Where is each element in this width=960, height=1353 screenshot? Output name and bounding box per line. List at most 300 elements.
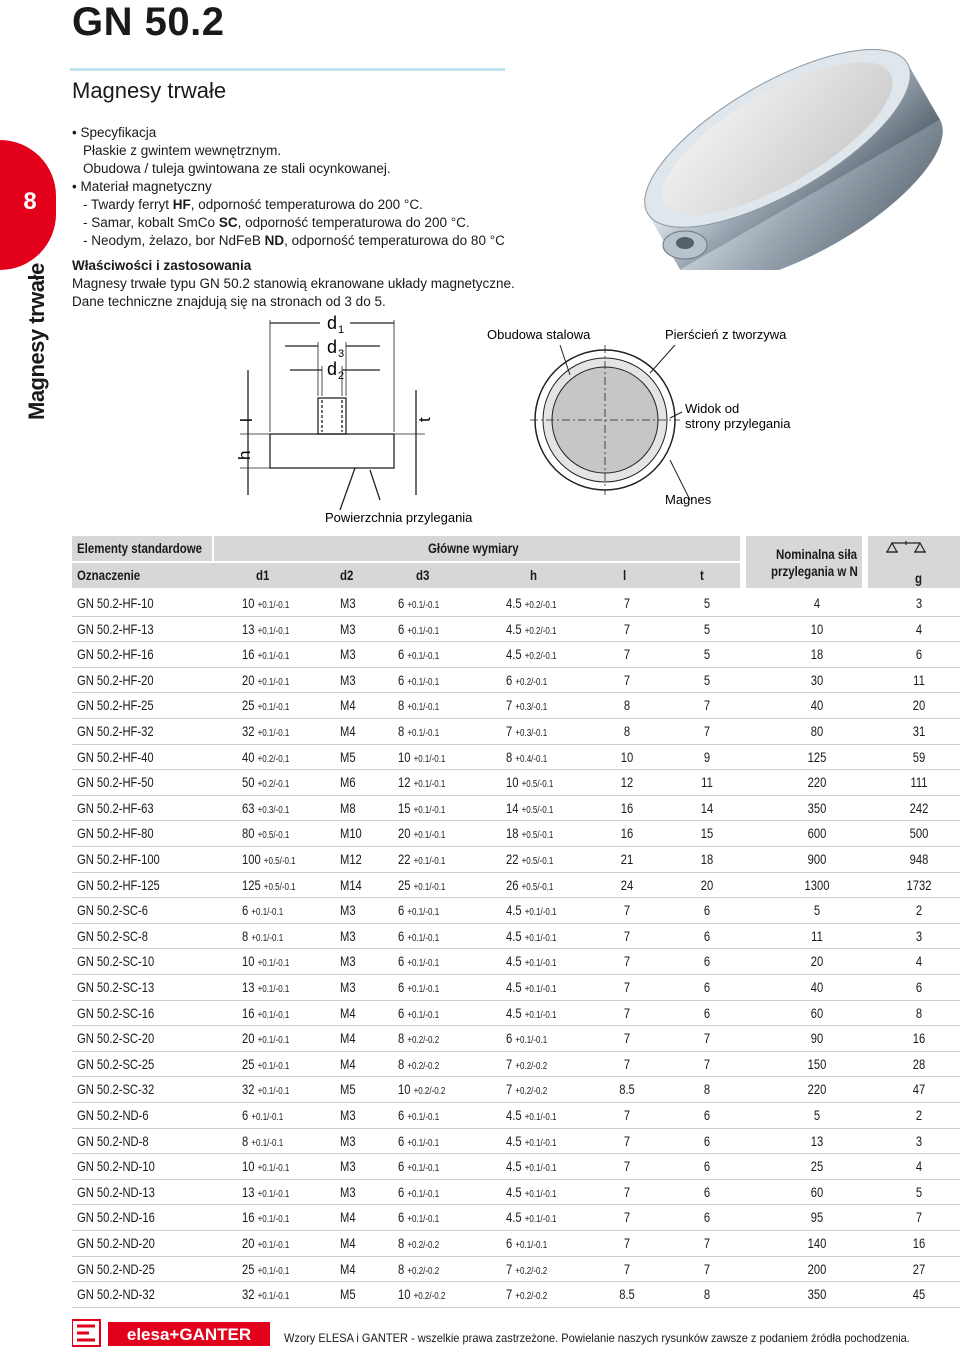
cell-t: 6 <box>703 979 711 995</box>
cell-d1 <box>242 774 289 790</box>
cell-t: 6 <box>703 1107 711 1123</box>
product-subtitle: Magnesy trwałe <box>72 78 227 103</box>
col-d2: d2 <box>340 567 354 583</box>
side-category-label: Magnesy trwałe <box>24 263 49 420</box>
cell-force: 600 <box>807 825 827 842</box>
cell-d2: M4 <box>340 723 356 739</box>
cell-force: 350 <box>807 1286 827 1303</box>
cell-d1 <box>242 851 296 867</box>
cell-d1 <box>242 646 289 662</box>
col-t: t <box>700 567 704 583</box>
cell-d1-value: 32 <box>242 1286 255 1303</box>
cell-d3-value: 6 <box>398 902 405 919</box>
cell-weight: 111 <box>910 774 928 791</box>
cell-d1-tolerance: +0.1/-0.1 <box>257 1265 290 1277</box>
cell-d3 <box>398 1235 439 1251</box>
cell-d1-tolerance: +0.5/-0.1 <box>263 881 296 893</box>
cell-designation: GN 50.2-HF-13 <box>77 620 154 637</box>
cell-l: 7 <box>623 1107 631 1123</box>
cell-h <box>506 621 557 637</box>
cell-h-tolerance: +0.2/-0.1 <box>515 676 548 688</box>
cell-weight: 20 <box>912 697 926 714</box>
cell-d3-value: 6 <box>398 1004 405 1021</box>
cell-t: 7 <box>703 697 711 714</box>
cell-t: 20 <box>700 876 714 893</box>
cell-d2: M3 <box>340 979 356 995</box>
cell-designation: GN 50.2-HF-10 <box>77 595 154 611</box>
cell-designation: GN 50.2-ND-13 <box>77 1183 155 1200</box>
cell-t: 7 <box>703 1030 711 1047</box>
brand-logo <box>72 1318 272 1350</box>
cell-l: 16 <box>620 799 634 816</box>
cell-h-value: 7 <box>506 723 513 739</box>
table-row <box>72 1103 960 1129</box>
cell-t: 5 <box>703 595 711 611</box>
cell-d3-value: 6 <box>398 1158 405 1175</box>
dim-h: h <box>235 450 254 460</box>
cell-d2: M4 <box>340 1235 356 1251</box>
cell-d2: M4 <box>340 1030 356 1047</box>
cell-weight: 3 <box>915 595 923 611</box>
cell-h <box>506 902 557 918</box>
cell-d2: M3 <box>340 1132 356 1149</box>
cell-h-tolerance: +0.1/-0.1 <box>524 958 557 970</box>
cell-t: 6 <box>703 1183 711 1200</box>
cell-l: 7 <box>623 953 631 970</box>
product-code-title: GN 50.2 <box>72 0 225 44</box>
properties-heading: Właściwości i zastosowania <box>72 258 252 273</box>
cell-designation: GN 50.2-ND-10 <box>77 1158 155 1175</box>
cell-weight: 2 <box>915 902 923 919</box>
table-row <box>72 1026 960 1052</box>
cell-d3 <box>398 877 445 893</box>
cell-d1 <box>242 1081 289 1097</box>
cell-h-tolerance: +0.5/-0.1 <box>521 830 554 842</box>
cell-d1-value: 20 <box>242 671 255 688</box>
cell-d1-tolerance: +0.1/-0.1 <box>251 1112 284 1123</box>
cell-t: 9 <box>703 748 711 765</box>
cell-d3-value: 15 <box>398 799 411 816</box>
cell-d1 <box>242 1184 289 1200</box>
cell-d2: M3 <box>340 1183 356 1200</box>
cell-d2: M3 <box>340 595 356 611</box>
dim-d2: d <box>327 359 338 379</box>
cell-h-tolerance: +0.2/-0.1 <box>524 651 557 663</box>
cell-h-value: 14 <box>506 799 519 816</box>
cell-designation: GN 50.2-SC-25 <box>77 1055 155 1072</box>
cell-designation: GN 50.2-HF-32 <box>77 723 154 739</box>
label-view-side-2: strony przylegania <box>685 416 791 431</box>
cell-h-tolerance: +0.5/-0.1 <box>521 779 554 791</box>
cell-h-value: 22 <box>506 851 519 867</box>
cell-d1 <box>242 1133 283 1149</box>
cell-h-tolerance: +0.1/-0.1 <box>524 1214 557 1226</box>
cell-d1-tolerance: +0.2/-0.1 <box>257 753 290 765</box>
cell-d1-tolerance: +0.1/-0.1 <box>257 984 290 995</box>
cell-h <box>506 800 553 816</box>
cell-d1-tolerance: +0.1/-0.1 <box>257 600 290 611</box>
cell-h-value: 6 <box>506 1235 513 1251</box>
cell-d1-value: 32 <box>242 1081 255 1098</box>
cell-weight: 47 <box>912 1081 926 1098</box>
cell-d3 <box>398 1005 439 1021</box>
cell-d3-tolerance: +0.2/-0.2 <box>407 1035 440 1047</box>
cell-h-tolerance: +0.2/-0.2 <box>515 1060 548 1072</box>
cell-force: 900 <box>807 851 827 867</box>
cell-d3-tolerance: +0.1/-0.1 <box>407 1112 440 1123</box>
cell-h-tolerance: +0.1/-0.1 <box>515 1240 548 1251</box>
cell-d2: M3 <box>340 927 356 944</box>
cell-designation: GN 50.2-HF-63 <box>77 799 154 816</box>
cell-d3-tolerance: +0.1/-0.1 <box>407 728 440 739</box>
thread-boss-icon <box>663 231 707 259</box>
cell-d1-tolerance: +0.1/-0.1 <box>257 1060 290 1072</box>
cell-d1 <box>242 672 289 688</box>
cell-d1 <box>242 1107 283 1123</box>
cell-t: 6 <box>703 953 711 970</box>
cell-h <box>506 1030 547 1046</box>
cell-force: 20 <box>810 953 824 970</box>
cell-h-tolerance: +0.4/-0.1 <box>515 753 548 765</box>
cell-d3 <box>398 1209 439 1225</box>
cell-d1-tolerance: +0.1/-0.1 <box>257 1240 290 1251</box>
cell-h <box>506 1261 547 1277</box>
cell-d1 <box>242 1235 289 1251</box>
table-row <box>72 1257 960 1283</box>
cell-d1 <box>242 1261 289 1277</box>
cell-h <box>506 1133 557 1149</box>
cell-d3 <box>398 1261 439 1277</box>
col-force-line1: Nominalna siła <box>776 546 858 562</box>
cell-t: 14 <box>700 799 714 816</box>
cell-weight: 16 <box>912 1030 926 1047</box>
cell-force: 11 <box>811 927 823 944</box>
col-force-line2: przylegania w N <box>771 563 858 579</box>
cell-l: 10 <box>620 748 634 765</box>
cell-h-tolerance: +0.3/-0.1 <box>515 702 548 714</box>
cell-h-tolerance: +0.2/-0.1 <box>524 600 557 611</box>
cell-force: 1300 <box>804 876 830 893</box>
cell-d1-tolerance: +0.1/-0.1 <box>257 728 290 739</box>
cell-d2: M4 <box>340 1209 356 1226</box>
cell-h-value: 18 <box>506 825 519 842</box>
cell-l: 8 <box>623 723 631 739</box>
cell-h-value: 4.5 <box>506 646 522 663</box>
cell-d3 <box>398 1081 445 1097</box>
cell-d1-value: 125 <box>242 876 261 893</box>
cell-t: 5 <box>703 671 711 688</box>
cell-force: 40 <box>810 979 824 995</box>
col-weight-g: g <box>915 570 923 586</box>
cell-d3-tolerance: +0.2/-0.2 <box>407 1060 440 1072</box>
col-l: l <box>623 567 627 583</box>
cell-force: 40 <box>810 697 824 714</box>
cell-d3-value: 8 <box>398 1235 405 1251</box>
cell-d3 <box>398 825 445 841</box>
cell-designation: GN 50.2-HF-16 <box>77 646 154 663</box>
table-row <box>72 1001 960 1027</box>
cell-l: 7 <box>623 595 631 611</box>
cell-h <box>506 877 553 893</box>
cell-weight: 16 <box>912 1235 926 1251</box>
cell-d3-value: 6 <box>398 927 405 944</box>
cell-t: 6 <box>703 1209 711 1226</box>
cell-h-tolerance: +0.1/-0.1 <box>524 932 557 944</box>
cell-h-value: 4.5 <box>506 979 522 995</box>
cell-force: 13 <box>810 1132 824 1149</box>
table-row <box>72 898 960 924</box>
cell-l: 7 <box>623 671 631 688</box>
cell-l: 7 <box>623 1260 631 1277</box>
cell-d3 <box>398 928 439 944</box>
cell-d3-value: 6 <box>398 953 405 970</box>
cell-h-tolerance: +0.1/-0.1 <box>524 984 557 995</box>
col-d1: d1 <box>256 567 270 583</box>
table-row <box>72 1052 960 1078</box>
cell-d1-value: 32 <box>242 723 255 739</box>
cell-weight: 6 <box>915 979 923 995</box>
cell-weight: 59 <box>912 748 926 765</box>
cell-force: 5 <box>813 1107 821 1123</box>
cell-d1-value: 10 <box>242 1158 255 1175</box>
table-row <box>72 1129 960 1155</box>
cell-d2: M5 <box>340 1286 356 1303</box>
cell-d1-value: 50 <box>242 774 255 791</box>
cell-d3 <box>398 800 445 816</box>
cell-d3-tolerance: +0.2/-0.2 <box>407 1240 440 1251</box>
cell-d3-tolerance: +0.1/-0.1 <box>413 804 446 816</box>
cell-l: 7 <box>623 1158 631 1175</box>
cell-d3 <box>398 595 439 611</box>
dim-d1: d <box>327 313 338 333</box>
cell-d3-tolerance: +0.1/-0.1 <box>407 932 440 944</box>
cell-l: 12 <box>620 774 634 791</box>
cell-weight: 3 <box>915 927 923 944</box>
cell-d2: M3 <box>340 1107 356 1123</box>
cell-h <box>506 672 547 688</box>
cell-d3-value: 6 <box>398 671 405 688</box>
cell-d1 <box>242 1209 289 1225</box>
cell-h <box>506 979 557 995</box>
cell-d3-tolerance: +0.1/-0.1 <box>413 753 446 765</box>
table-row <box>72 1154 960 1180</box>
cell-designation: GN 50.2-SC-13 <box>77 979 155 995</box>
cell-designation: GN 50.2-SC-8 <box>77 927 148 944</box>
cell-designation: GN 50.2-ND-6 <box>77 1107 149 1123</box>
table-row <box>72 873 960 899</box>
cell-designation: GN 50.2-ND-8 <box>77 1132 149 1149</box>
cell-d3-tolerance: +0.1/-0.1 <box>407 625 440 637</box>
header-band-force <box>746 536 862 588</box>
cell-force: 60 <box>810 1183 824 1200</box>
cell-l: 7 <box>623 1055 631 1072</box>
logo-wordmark: elesa+GANTER <box>126 1325 252 1344</box>
label-steel-housing: Obudowa stalowa <box>487 327 591 342</box>
table-row <box>72 847 960 873</box>
cell-d2: M14 <box>340 876 362 893</box>
group-main-dimensions: Główne wymiary <box>428 540 519 556</box>
properties-line: Dane techniczne znajdują się na stronach od 3 do 5. <box>72 294 386 309</box>
cell-weight: 45 <box>912 1286 926 1303</box>
cell-designation: GN 50.2-ND-20 <box>77 1235 155 1251</box>
cell-d3-tolerance: +0.2/-0.2 <box>413 1291 446 1303</box>
cell-weight: 27 <box>912 1260 926 1277</box>
cell-d3-value: 8 <box>398 1030 405 1047</box>
chapter-number: 8 <box>23 188 37 215</box>
cell-d1-tolerance: +0.2/-0.1 <box>257 779 290 791</box>
cell-d3-value: 25 <box>398 876 411 893</box>
cell-h-tolerance: +0.1/-0.1 <box>515 1035 548 1047</box>
material-line-sc: - Samar, kobalt SmCo SC, odporność temperaturowa do 200 °C. <box>83 215 470 230</box>
cell-d3-value: 6 <box>398 646 405 663</box>
cell-h-value: 4.5 <box>506 1107 522 1123</box>
cell-designation: GN 50.2-SC-20 <box>77 1030 155 1047</box>
cell-h-tolerance: +0.3/-0.1 <box>515 728 548 739</box>
cell-weight: 1732 <box>906 876 932 893</box>
cell-h <box>506 1286 547 1302</box>
cell-d3-value: 10 <box>398 748 411 765</box>
cell-d2: M4 <box>340 1055 356 1072</box>
cell-weight: 3 <box>915 1132 923 1149</box>
cell-l: 7 <box>623 1235 631 1251</box>
cell-h <box>506 1209 557 1225</box>
cell-weight: 28 <box>912 1055 926 1072</box>
cell-d2: M10 <box>340 825 362 842</box>
cell-weight: 4 <box>915 953 923 970</box>
cell-designation: GN 50.2-HF-40 <box>77 748 154 765</box>
cell-d1-tolerance: +0.1/-0.1 <box>251 932 284 944</box>
cell-d2: M4 <box>340 1004 356 1021</box>
cell-d1-tolerance: +0.1/-0.1 <box>257 702 290 714</box>
cell-d1-value: 16 <box>242 1209 255 1226</box>
cell-d2: M3 <box>340 620 356 637</box>
header-band-bottom <box>72 563 740 588</box>
cell-h-tolerance: +0.2/-0.1 <box>524 625 557 637</box>
cell-d1 <box>242 902 283 918</box>
table-row <box>72 1077 960 1103</box>
cell-d3-tolerance: +0.1/-0.1 <box>413 881 446 893</box>
cell-d1-tolerance: +0.5/-0.1 <box>263 856 296 867</box>
cell-d1-value: 80 <box>242 825 255 842</box>
cell-d1 <box>242 1286 289 1302</box>
cell-weight: 31 <box>912 723 926 739</box>
cell-d3-tolerance: +0.1/-0.1 <box>407 1163 440 1175</box>
cell-d1-tolerance: +0.3/-0.1 <box>257 804 290 816</box>
table-row <box>72 821 960 847</box>
cell-force: 80 <box>810 723 824 739</box>
cell-d1-value: 13 <box>242 1183 255 1200</box>
cell-d3 <box>398 1133 439 1149</box>
cell-l: 7 <box>623 979 631 995</box>
cell-h-tolerance: +0.5/-0.1 <box>521 881 554 893</box>
cell-d3 <box>398 723 439 739</box>
cell-d3-value: 8 <box>398 697 405 714</box>
specification-block <box>72 124 515 311</box>
cell-force: 200 <box>807 1260 827 1277</box>
cell-d3-value: 6 <box>398 1132 405 1149</box>
cell-d2: M3 <box>340 953 356 970</box>
cell-d2: M5 <box>340 1081 356 1098</box>
cell-d1-value: 16 <box>242 1004 255 1021</box>
cell-d1-tolerance: +0.5/-0.1 <box>257 830 290 842</box>
dim-l: l <box>237 418 256 422</box>
cell-d1-tolerance: +0.1/-0.1 <box>257 1188 290 1200</box>
spec-heading: • Specyfikacja <box>72 125 157 140</box>
cell-designation: GN 50.2-HF-100 <box>77 851 160 867</box>
table-row <box>72 668 960 694</box>
cell-h-value: 6 <box>506 671 513 688</box>
cell-d2: M8 <box>340 799 356 816</box>
cell-h-tolerance: +0.1/-0.1 <box>524 1112 557 1123</box>
cell-h-tolerance: +0.1/-0.1 <box>524 907 557 919</box>
cell-h <box>506 1081 547 1097</box>
cell-h-value: 7 <box>506 697 513 714</box>
cell-d1-value: 16 <box>242 646 255 663</box>
cell-force: 125 <box>807 748 827 765</box>
cell-d1-tolerance: +0.1/-0.1 <box>257 651 290 663</box>
cell-force: 25 <box>810 1158 824 1175</box>
dim-t: t <box>415 417 434 422</box>
table-row <box>72 1231 960 1257</box>
cell-d1-value: 8 <box>242 1132 249 1149</box>
cell-force: 10 <box>810 620 824 637</box>
cell-l: 7 <box>623 1132 631 1149</box>
label-plastic-ring: Pierścień z tworzywa <box>665 327 787 342</box>
table-row <box>72 617 960 643</box>
cell-t: 18 <box>700 851 714 867</box>
technical-drawing <box>230 300 810 530</box>
cell-h <box>506 928 557 944</box>
table-row <box>72 796 960 822</box>
cell-h-tolerance: +0.1/-0.1 <box>524 1137 557 1149</box>
cell-weight: 11 <box>913 671 925 688</box>
dim-d3: d <box>327 337 338 357</box>
cell-d3-tolerance: +0.1/-0.1 <box>407 1137 440 1149</box>
cell-force: 140 <box>807 1235 827 1251</box>
cell-h-tolerance: +0.2/-0.2 <box>515 1086 548 1098</box>
cell-h <box>506 749 547 765</box>
cell-h-value: 26 <box>506 876 519 893</box>
cell-d1-tolerance: +0.1/-0.1 <box>251 1137 284 1149</box>
cell-d1 <box>242 1005 289 1021</box>
table-row <box>72 642 960 668</box>
cell-designation: GN 50.2-SC-16 <box>77 1004 155 1021</box>
cell-d1 <box>242 749 289 765</box>
cell-weight: 500 <box>909 825 929 842</box>
cell-h-value: 4.5 <box>506 1183 522 1200</box>
cell-h-value: 7 <box>506 1260 513 1277</box>
cell-d1 <box>242 877 296 893</box>
table-row <box>72 949 960 975</box>
cell-force: 5 <box>813 902 821 919</box>
cell-h-value: 10 <box>506 774 519 791</box>
cell-t: 7 <box>703 1260 711 1277</box>
cell-d3 <box>398 1056 439 1072</box>
cell-d3-value: 6 <box>398 1183 405 1200</box>
cell-h <box>506 1184 557 1200</box>
cell-h-value: 4.5 <box>506 953 522 970</box>
cell-weight: 4 <box>915 1158 923 1175</box>
cell-d3-tolerance: +0.1/-0.1 <box>407 984 440 995</box>
cell-d1-tolerance: +0.1/-0.1 <box>257 1214 290 1226</box>
cell-designation: GN 50.2-HF-125 <box>77 876 160 893</box>
cell-h <box>506 825 553 841</box>
cell-d1-value: 8 <box>242 927 249 944</box>
cell-force: 90 <box>810 1030 824 1047</box>
cell-d3-value: 8 <box>398 723 405 739</box>
cell-t: 11 <box>701 774 713 791</box>
table-row <box>72 975 960 1001</box>
